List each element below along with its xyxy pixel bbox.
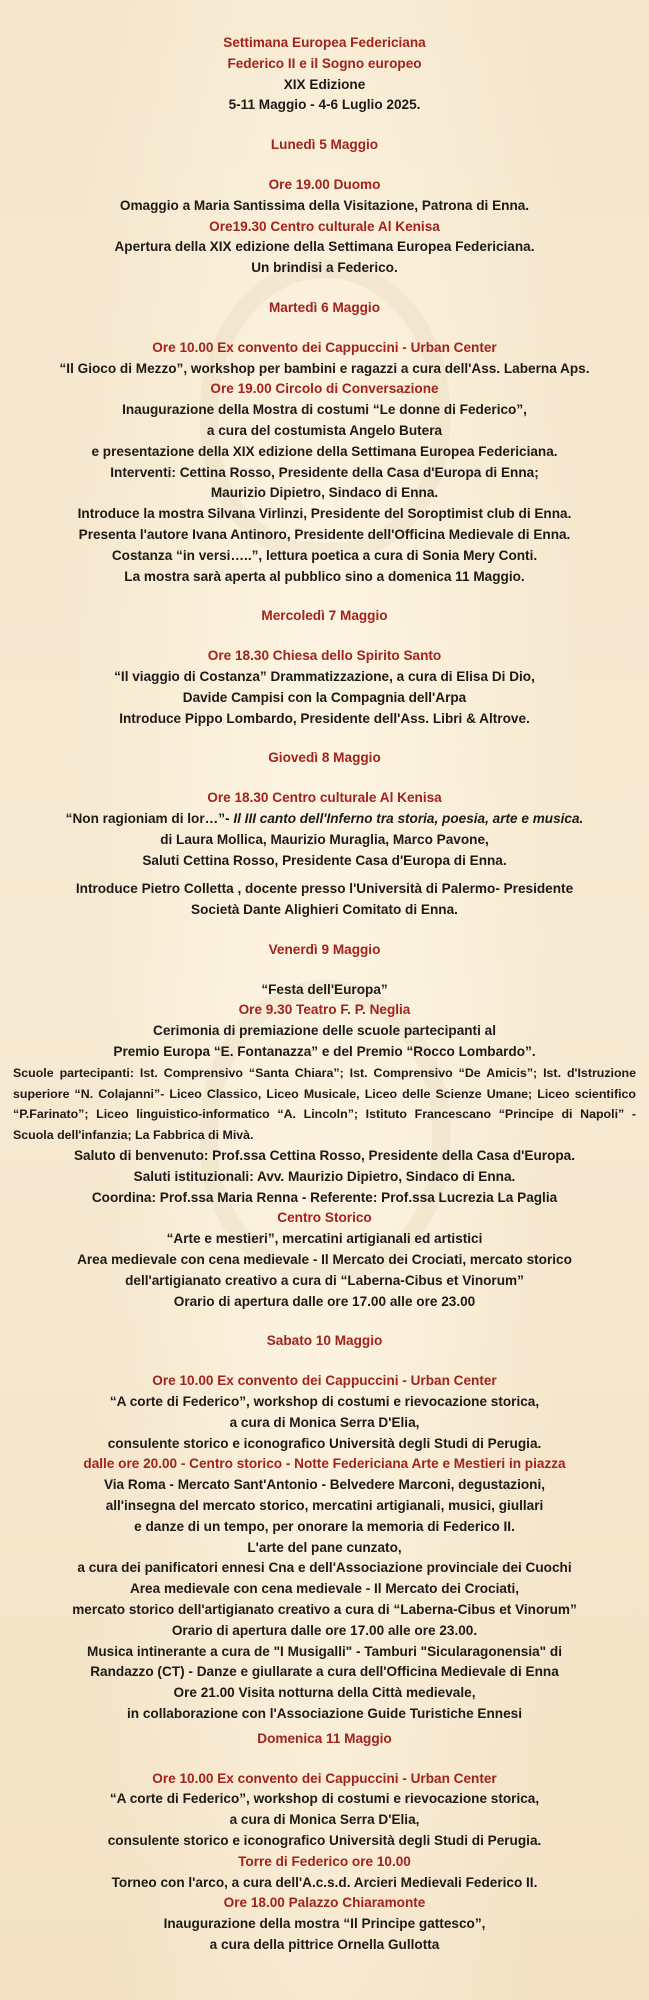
event-time-place: Ore 18.30 Centro culturale Al Kenisa: [207, 790, 442, 806]
event-line: a cura dei panificatori ennesi Cna e dell'Associazione provinciale dei Cuochi: [77, 1560, 572, 1576]
event-time-place: dalle ore 20.00 - Centro storico - Notte Federiciana Arte e Mestieri in piazza: [83, 1456, 566, 1472]
event-line: Apertura della XIX edizione della Settimana Europea Federiciana.: [114, 239, 535, 255]
event-time-place: Ore 18.00 Palazzo Chiaramonte: [223, 1895, 426, 1911]
event-line: Coordina: Prof.ssa Maria Renna - Referente: Prof.ssa Lucrezia La Paglia: [91, 1189, 558, 1205]
event-title: “Festa dell'Europa”: [261, 981, 388, 997]
event-line: [0, 809, 649, 830]
event-line: Torneo con l'arco, a cura dell'A.c.s.d. Arcieri Medievali Federico II.: [111, 1874, 538, 1890]
day-section-mercoledi: [0, 646, 649, 729]
header-dates: 5-11 Maggio - 4-6 Luglio 2025.: [228, 97, 421, 113]
event-line: Area medievale con cena medievale - Il Mercato dei Crociati, mercato storico: [77, 1252, 572, 1268]
event-line: “Il Gioco di Mezzo”, workshop per bambini e ragazzi a cura dell'Ass. Laberna Aps.: [59, 360, 590, 376]
day-section-domenica: [0, 1769, 649, 1956]
program-document: [0, 33, 649, 1956]
event-line: Omaggio a Maria Santissima della Visitazione, Patrona di Enna.: [119, 197, 530, 213]
event-time-place: Ore 10.00 Ex convento dei Cappuccini - Urban Center: [152, 339, 497, 355]
event-line: Randazzo (CT) - Danze e giullarate a cura dell'Officina Medievale di Enna: [90, 1664, 559, 1680]
event-line: di Laura Mollica, Maurizio Muraglia, Marco Pavone,: [160, 831, 489, 847]
event-line: e danze di un tempo, per onorare la memoria di Federico II.: [134, 1518, 515, 1534]
day-section-sabato: [0, 1371, 649, 1725]
event-line: Un brindisi a Federico.: [251, 260, 398, 276]
day-heading-martedi: Martedì 6 Maggio: [268, 299, 381, 315]
event-time-place: Ore 18.30 Chiesa dello Spirito Santo: [207, 648, 442, 664]
event-line: “Il viaggio di Costanza” Drammatizzazione, a cura di Elisa Di Dio,: [114, 668, 535, 684]
event-line: Cerimonia di premiazione delle scuole partecipanti al: [153, 1023, 496, 1039]
day-section-venerdi: [0, 980, 649, 1313]
event-line: Maurizio Dipietro, Sindaco di Enna.: [210, 485, 439, 501]
event-line: Società Dante Alighieri Comitato di Enna.: [191, 902, 458, 918]
event-time-place: Torre di Federico ore 10.00: [238, 1853, 411, 1869]
event-line: Via Roma - Mercato Sant'Antonio - Belvedere Marconi, degustazioni,: [103, 1477, 546, 1493]
day-section-giovedi: [0, 788, 649, 921]
event-line: “Arte e mestieri”, mercatini artigianali ed artistici: [166, 1231, 483, 1247]
event-line: “A corte di Federico”, workshop di costumi e rievocazione storica,: [109, 1791, 540, 1807]
day-section-lunedi: [0, 175, 649, 279]
event-line: Interventi: Cettina Rosso, Presidente della Casa d'Europa di Enna;: [110, 464, 539, 480]
header-title: Settimana Europea Federiciana: [223, 35, 426, 50]
event-time-place: Ore 10.00 Ex convento dei Cappuccini - Urban Center: [152, 1770, 497, 1786]
event-line: Saluto di benvenuto: Prof.ssa Cettina Rosso, Presidente della Casa d'Europa.: [73, 1148, 576, 1164]
event-line: a cura del costumista Angelo Butera: [206, 422, 443, 438]
event-line: Presenta l'autore Ivana Antinoro, Presidente dell'Officina Medievale di Enna.: [78, 526, 571, 542]
header-edition: XIX Edizione: [283, 76, 366, 92]
program-header: [0, 33, 649, 116]
event-line: Orario di apertura dalle ore 17.00 alle ore 23.00: [173, 1293, 476, 1309]
day-heading-domenica: Domenica 11 Maggio: [257, 1730, 392, 1746]
event-time-place: Ore 19.00 Duomo: [268, 176, 381, 192]
event-line: Introduce Pippo Lombardo, Presidente dell'Ass. Libri & Altrove.: [119, 710, 530, 726]
event-line: dell'artigianato creativo a cura di “Laberna-Cibus et Vinorum”: [125, 1272, 524, 1288]
event-line: Inaugurazione della mostra “Il Principe gattesco”,: [163, 1916, 486, 1932]
event-title: “Non ragioniam di lor…”-: [65, 810, 234, 826]
event-line: Inaugurazione della Mostra di costumi “Le donne di Federico”,: [122, 402, 527, 418]
event-line: in collaborazione con l'Associazione Guide Turistiche Ennesi: [126, 1705, 522, 1721]
day-heading-mercoledi: Mercoledì 7 Maggio: [261, 608, 388, 624]
header-subtitle: Federico II e il Sogno europeo: [227, 55, 422, 71]
day-heading-sabato: Sabato 10 Maggio: [266, 1333, 383, 1349]
event-time-place: Ore 10.00 Ex convento dei Cappuccini - Urban Center: [152, 1373, 497, 1389]
event-line: Saluti Cettina Rosso, Presidente Casa d'Europa di Enna.: [142, 852, 507, 868]
event-line: La mostra sarà aperta al pubblico sino a domenica 11 Maggio.: [124, 568, 525, 584]
day-section-martedi: [0, 338, 649, 588]
event-line: Area medievale con cena medievale - Il Mercato dei Crociati,: [129, 1581, 520, 1597]
event-line: mercato storico dell'artigianato creativo a cura di “Laberna-Cibus et Vinorum”: [72, 1602, 577, 1617]
day-heading-lunedi: Lunedì 5 Maggio: [270, 137, 379, 153]
event-line: Introduce la mostra Silvana Virlinzi, Presidente del Soroptimist club di Enna.: [77, 506, 572, 522]
day-heading-venerdi: Venerdì 9 Maggio: [268, 941, 381, 957]
event-line: “A corte di Federico”, workshop di costumi e rievocazione storica,: [109, 1394, 540, 1410]
event-line: consulente storico e iconografico Università degli Studi di Perugia.: [107, 1435, 542, 1451]
event-time-place: Ore19.30 Centro culturale Al Kenisa: [209, 218, 440, 234]
event-line: Saluti istituzionali: Avv. Maurizio Dipietro, Sindaco di Enna.: [133, 1168, 516, 1184]
event-time-place: Ore 9.30 Teatro F. P. Neglia: [238, 1002, 411, 1018]
event-line: Premio Europa “E. Fontanazza” e del Premio “Rocco Lombardo”.: [113, 1044, 536, 1060]
event-line: Orario di apertura dalle ore 17.00 alle ore 23.00.: [171, 1622, 478, 1638]
day-heading-giovedi: Giovedì 8 Maggio: [268, 750, 381, 766]
event-time-place: Centro Storico: [277, 1210, 372, 1226]
event-subtitle: Il III canto dell'Inferno tra storia, poesia, arte e musica.: [233, 810, 584, 826]
event-line: all'insegna del mercato storico, mercatini artigianali, musici, giullari: [105, 1498, 544, 1514]
event-line: a cura di Monica Serra D'Elia,: [229, 1812, 420, 1828]
schools-paragraph: Scuole partecipanti: Ist. Comprensivo “Santa Chiara”; Ist. Comprensivo “De Amicis”; Ist. d'Istruzione superiore “N. Colajanni”- Liceo Classico, Liceo Musicale, Liceo delle Scienze Umane; Liceo scientifico “P.Farinato”; Liceo linguistico-informatico “A. Lincoln”; Istituto Francescano “Principe di Napoli” - Scuola dell'infanzia; La Fabbrica di Mivà.: [13, 1065, 636, 1143]
event-line: a cura della pittrice Ornella Gullotta: [209, 1936, 440, 1952]
event-line: e presentazione della XIX edizione della Settimana Europea Federiciana.: [91, 443, 558, 459]
event-line: Musica intinerante a cura de "I Musigalli" - Tamburi "Sicularagonensia" di: [87, 1643, 562, 1659]
event-line: Davide Campisi con la Compagnia dell'Arpa: [182, 689, 467, 705]
event-time-place: Ore 19.00 Circolo di Conversazione: [210, 381, 439, 397]
event-line: a cura di Monica Serra D'Elia,: [229, 1414, 420, 1430]
event-line: L'arte del pane cunzato,: [247, 1539, 402, 1555]
event-line: Introduce Pietro Colletta , docente presso l'Università di Palermo- Presidente: [75, 881, 574, 897]
event-line: consulente storico e iconografico Università degli Studi di Perugia.: [107, 1832, 542, 1848]
event-line: Ore 21.00 Visita notturna della Città medievale,: [173, 1685, 476, 1701]
event-line: Costanza “in versi…..”, lettura poetica a cura di Sonia Mery Conti.: [111, 547, 538, 563]
